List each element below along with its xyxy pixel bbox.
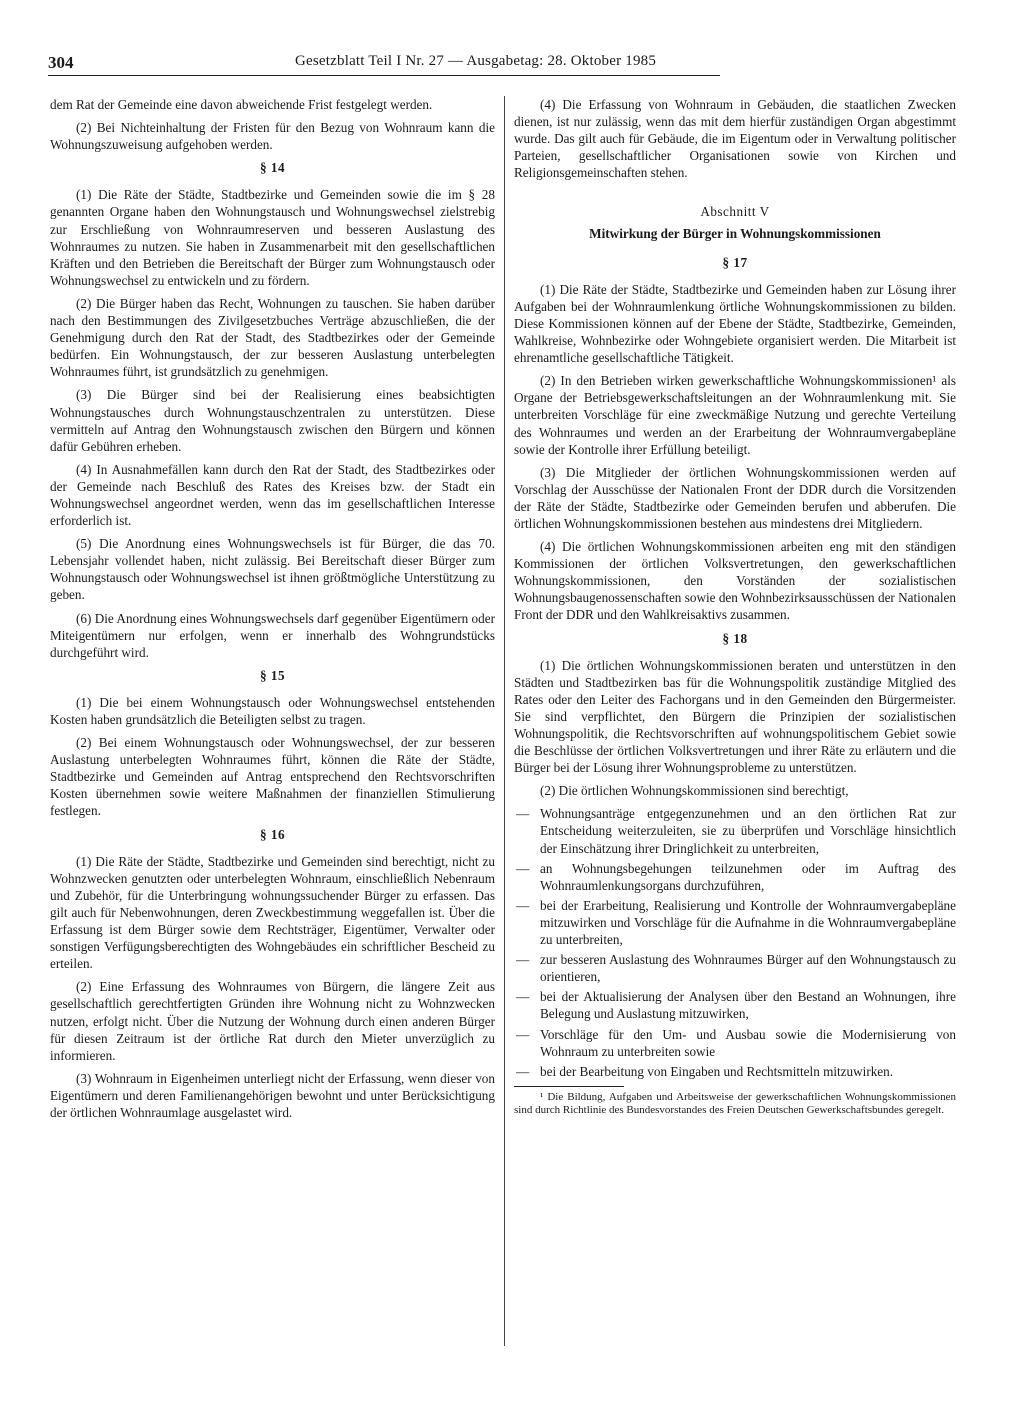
running-head: Gesetzblatt Teil I Nr. 27 — Ausgabetag: 28. Oktober 1985 [295,53,657,69]
dash-marker: — [516,1026,530,1042]
dash-marker: — [516,860,530,876]
right-column [514,96,956,1123]
enumeration-list [514,805,956,1079]
left-column [50,96,495,1127]
dash-marker: — [516,897,530,913]
list-item-text: zur besseren Auslastung des Wohnraumes Bürger auf den Wohnungstausch zu orientieren, [540,952,956,985]
section-heading: § 17 [722,254,748,270]
section-heading: § 14 [259,160,286,176]
paragraph: (1) Die Räte der Städte, Stadtbezirke und Gemeinden sowie die im § 28 genannten Organe haben den Wohnungstausch und Wohnungswechsel zielstrebig zur Erschließung von Wohnraumreserven und besseren Auslastung des Wohnraumes zu nutzen. Sie haben in Zusammenarbeit mit den gesellschaftlichen Kräften und den Betrieben die Bereitschaft der Bürger zum Wohnungstausch oder Wohnungswechsel zu entwickeln und zu fördern. [50,187,495,288]
paragraph: (1) Die bei einem Wohnungstausch oder Wohnungswechsel entstehenden Kosten haben grundsätzlich die Beteiligten selbst zu tragen. [50,694,495,727]
list-item-text: bei der Bearbeitung von Eingaben und Rechtsmitteln mitzuwirken. [540,1063,894,1079]
list-item [514,1026,956,1060]
list-item [514,860,956,894]
paragraph: dem Rat der Gemeinde eine davon abweichende Frist festgelegt werden. [50,97,433,112]
section-heading: § 18 [722,630,748,646]
dash-marker: — [516,952,530,968]
dash-marker: — [516,806,530,822]
paragraph: (2) Die örtlichen Wohnungskommissionen sind berechtigt, [540,783,849,799]
footnote-rule [514,1086,624,1087]
paragraph: (4) Die Erfassung von Wohnraum in Gebäuden, die staatlichen Zwecken dienen, ist nur zulässig, wenn das mit dem hierfür zuständigen Organ abgestimmt wurde. Das gilt auch für Gebäude, die im Eigentum oder in Verwaltung politischer Parteien, gesellschaftlicher Organisationen sowie von Kirchen und Religionsgemeinschaften stehen. [514,97,956,181]
paragraph: (2) In den Betrieben wirken gewerkschaftliche Wohnungskommissionen¹ als Organe der Betriebsgewerkschaftsleitungen an der Wohnraumlenkung mit. Sie unterbreiten Vorschläge für eine zweckmäßige Nutzung und gerechte Verteilung des Wohnraumes und werden an der Erarbeitung der Wohnraumvergabepläne sowie der Kontrolle ihrer Erfüllung beteiligt. [514,373,956,457]
section-heading: § 15 [259,667,286,683]
list-item-text: an Wohnungsbegehungen teilzunehmen oder im Auftrag des Wohnraumlenkungsorgans durchzuführen, [540,860,956,893]
paragraph: (1) Die Räte der Städte, Stadtbezirke und Gemeinden haben zur Lösung ihrer Aufgaben bei der Wohnraumlenkung örtliche Wohnungskommissionen zu bilden. Diese Kommissionen können auf der Ebene der Städte, Stadtbezirke, Gemeinden, Wahlkreise, Wohnbezirke oder Wohngebiete organisiert werden. Die Mitarbeit ist ehrenamtliche gesellschaftliche Tätigkeit. [514,281,956,366]
paragraph: (3) Die Bürger sind bei der Realisierung eines beabsichtigten Wohnungstausches durch Wohnungstauschzentralen zu unterstützen. Diese vermitteln auf Antrag den Wohnungstausch zwischen den Bürgern und können dafür Gebühren erheben. [50,387,495,454]
dash-marker: — [516,1063,530,1079]
paragraph: (2) Bei einem Wohnungstausch oder Wohnungswechsel, der zur besseren Auslastung unterbelegten Wohnraumes führt, können die Räte der Städte, Stadtbezirke und Gemeinden auf Antrag entsprechend den Rechtsvorschriften Kosten übernehmen sowie weitere Maßnahmen der finanziellen Stimulierung festlegen. [50,735,495,819]
list-item [514,988,956,1022]
paragraph: (6) Die Anordnung eines Wohnungswechsels darf gegenüber Eigentümern oder Miteigentümern nur erfolgen, wenn er innerhalb des Wohngrundstücks durchgeführt wird. [50,610,495,660]
list-item [514,1063,956,1080]
footnote: ¹ Die Bildung, Aufgaben und Arbeitsweise der gewerkschaftlichen Wohnungskommissionen sind durch Richtlinie des Bundesvorstandes des Freien Deutschen Gewerkschaftsbundes geregelt. [514,1090,956,1116]
paragraph: (3) Wohnraum in Eigenheimen unterliegt nicht der Erfassung, wenn dieser von Eigentümern und deren Familienangehörigen bewohnt und unter Berücksichtigung der örtlichen Wohnraumlage ausgelastet wird. [50,1070,495,1120]
dash-marker: — [516,989,530,1005]
list-item-text: Vorschläge für den Um- und Ausbau sowie die Modernisierung von Wohnraum zu unterbreiten sowie [540,1026,956,1059]
paragraph: (2) Die Bürger haben das Recht, Wohnungen zu tauschen. Sie haben darüber nach den Bestimmungen des Zivilgesetzbuches Verträge abzuschließen, die der Genehmigung durch den Rat der Stadt, des Stadtbezirkes oder der Gemeinde bedürfen. Ein Wohnungstausch, der zur besseren Auslastung unterbelegten Wohnraumes führt, ist grundsätzlich zu genehmigen. [50,295,495,380]
list-item-text: Wohnungsanträge entgegenzunehmen und an den örtlichen Rat zur Entscheidung weiterzuleiten, sie zu überprüfen und Vorschläge hinsichtlich der Einschätzung ihrer Dringlichkeit zu unterbreiten, [540,806,956,856]
list-item-text: bei der Aktualisierung der Analysen über den Bestand an Wohnungen, ihre Belegung und Auslastung mitzuwirken, [540,989,956,1022]
paragraph: (1) Die örtlichen Wohnungskommissionen beraten und unterstützen in den Städten und Stadtbezirken bas für die Wohnungspolitik zuständige Mitglied des Rates oder den Leiter des Fachorgans und in den Gemeinden den Bürgermeister. Sie sind verpflichtet, den Bürgern die Prinzipien der sozialistischen Wohnungspolitik, die Rechtsvorschriften auf wohnungspolitischem Gebiet sowie die Beschlüsse der örtlichen Volksvertretungen und ihrer Räte zu erläutern und die Bürger bei der Lösung ihrer Wohnungsprobleme zu unterstützen. [514,657,956,776]
paragraph: (4) In Ausnahmefällen kann durch den Rat der Stadt, des Stadtbezirkes oder der Gemeinde nach Beschluß des Rates des Kreises bzw. der Stadt ein Wohnungswechsel angeordnet werden, wenn das im gesellschaftlichen Interesse erforderlich ist. [50,461,495,529]
page-number: 304 [48,53,74,72]
list-item [514,951,956,985]
paragraph: (4) Die örtlichen Wohnungskommissionen arbeiten eng mit den ständigen Kommissionen der örtlichen Volksvertretungen, den gewerkschaftlichen Wohnungskommissionen, den Vorständen der sozialistischen Wohnungsbaugenossenschaften sowie den Wohnbezirksausschüssen der Nationalen Front der DDR und den Wahlkreisaktivs zusammen. [514,539,956,623]
paragraph: (3) Die Mitglieder der örtlichen Wohnungskommissionen werden auf Vorschlag der Ausschüsse der Nationalen Front der DDR durch die Vorsitzenden der Räte der Städte, Stadtbezirke oder Gemeinden berufen und abberufen. Die örtlichen Wohnungskommissionen bestehen aus mindestens drei Mitgliedern. [514,464,956,531]
paragraph: (2) Eine Erfassung des Wohnraumes von Bürgern, die längere Zeit aus gesellschaftlich gerechtfertigten Gründen ihre Wohnung nicht zu Wohnzwecken nutzen, erfolgt nicht. Über die Nutzung der Wohnung durch einen anderen Bürger für diesen Zeitraum ist der örtliche Rat durch den Mieter unverzüglich zu informieren. [50,979,495,1063]
page-header [48,53,720,76]
part-title: Mitwirkung der Bürger in Wohnungskommissionen [589,225,881,241]
part-heading: Abschnitt V [700,204,770,220]
paragraph: (1) Die Räte der Städte, Stadtbezirke und Gemeinden sind berechtigt, nicht zu Wohnzwecken genutzten oder unterbelegten Wohnraum, einschließlich Nebenraum und Zubehör, für die Unterbringung wohnungssuchender Bürger zu erfassen. Das gilt auch für Nebenwohnungen, deren Zweckbestimmung weggefallen ist. Über die Erfassung ist dem Bürger sowie dem Rechtsträger, Eigentümer, Verwalter oder sonstigen Verfügungsberechtigten des Wohngebäudes ein schriftlicher Bescheid zu erteilen. [50,853,495,972]
column-divider [504,96,505,1346]
list-item-text: bei der Erarbeitung, Realisierung und Kontrolle der Wohnraumvergabepläne mitzuwirken und Vorschläge für die Aufnahme in die Wohnraumvergabepläne zu unterbreiten, [540,897,956,948]
paragraph: (5) Die Anordnung eines Wohnungswechsels ist für Bürger, die das 70. Lebensjahr vollendet haben, nicht zulässig. Bei Bereitschaft dieser Bürger zum Wohnungstausch oder Wohnungswechsel ist ihnen größtmögliche Unterstützung zu geben. [50,536,495,603]
paragraph: (2) Bei Nichteinhaltung der Fristen für den Bezug von Wohnraum kann die Wohnungszuweisung aufgehoben werden. [50,120,495,153]
section-heading: § 16 [259,826,286,842]
list-item [514,805,956,856]
list-item [514,897,956,948]
